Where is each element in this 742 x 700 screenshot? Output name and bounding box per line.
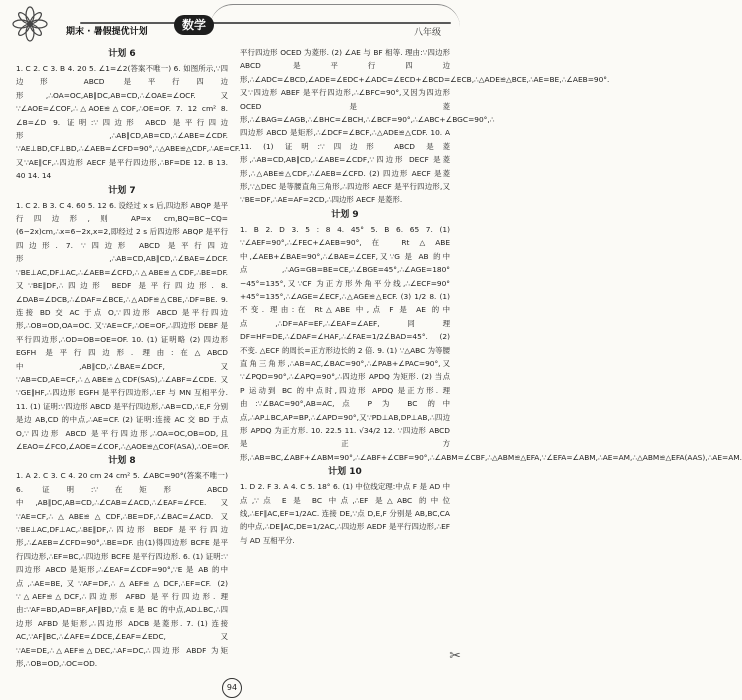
plan-heading: 计划 6 xyxy=(108,49,136,59)
answer-paragraph: 平行四边形 OCED 为菱形. (2) ∠AE 与 BF 相等. 理由:∵四边形 ABCD 是平行四边形,∴∠ADC=∠BCD,∠ADE=∠EDC+∠ADC=∠ECD+∠BCD=∠ECB,∴△ADE≌△BCE,∴AE=BE,∴∠AEB=90°. 又∵四边形 ABEF 是平行四边形,∴∠BFC=90°,又因为四边形 OCED 是菱形,∴∠BAG=∠AGB,∴∠BHC=∠BCH,∴∠BCF=90°,∴∠ABC+∠BGC=90°,∴四边形 ABCD 是矩形,∴∠DCF=∠BCF,∴△ADE≌△CDF. 10. A 11. (1) 证明:∵四边形 ABCD 是菱形,∴AB=CD,AB∥CD,∴∠ABE=∠CDF,∵四边形 DECF 是菱形,∴△ABE≌△CDF,∴∠AEB=∠CFD. (2) 四边形 AECF 是菱形,∵△DEC 是等腰直角三角形,∴四边形 AECF 是平行四边形,又∵BE=DF,∴AE=AF=2CD,∴四边形 AECF 是菱形. xyxy=(240,48,610,205)
plan-heading: 计划 10 xyxy=(328,467,362,478)
page-number: 94 xyxy=(222,678,242,698)
subject-badge: 数学 xyxy=(174,15,214,35)
answer-paragraph: 1. C 2. B 3. C 4. 60 5. 12 6. 设经过 x s 后,四边形 ABQP 是平行四边形,则 AP=x cm,BQ=BC−CQ=(6−2x)cm,∴x=6−2x,x=2,即经过 2 s 后四边形 ABQP 是平行四边形. 7. ∵四边形 ABCD 是平行四边形,∴AB=CD,AB∥CD,∴∠BAE=∠DCF. ∵BE⊥AC,DF⊥AC,∴∠AEB=∠CFD,∴△ABE≌△CDF,∴BE=DF. 又∵BE∥DF,∴四边形 BEDF 是平行四边形. 8. ∠DAB=∠DCB,∴∠DAF=∠BCE,∴△ADF≌△CBE,∴DF=BE. 9. 连接 BD 交 AC 于点 O,∵四边形 ABCD 是平行四边形,∴OB=OD,OA=OC. 又∵AE=CF,∴OE=OF,∴四边形 DEBF 是平行四边形,∴OD=OB=OE=OF. 10. (1) 证明略 (2) 四边形 EGFH 是平行四边形. 理由:在△ABCD 中,AB∥CD,∴∠BAE=∠DCF,又∵AB=CD,AE=CF,∴△ABE≌△CDF(SAS),∴∠ABF=∠CDE. 又∵GE∥HF,∴四边形 EGFH 是平行四边形,∴EF 与 MN 互相平分. 11. (1) 证明:∵四边形 ABCD 是平行四边形,∴AB=CD,∴E,F 分别是边 AB,CD 的中点,∴AE=CF. (2) 证明:连接 AC 交 BD 于点 O,∵四边形 ABCD 是平行四边形,∴OA=OC,OB=OD,且 ∠EAO=∠FCO,∠AOE=∠COF,∴△AOE≌△COF(ASA),∴OE=OF. xyxy=(16,200,230,451)
answer-paragraph: 1. C 2. C 3. B 4. 20 5. ∠1=∠2(答案不唯一) 6. 如图所示,∵四边形 ABCD 是平行四边形,∴OA=OC,AB∥DC,AB=CD,∴∠OAE=∠OCF. 又∵∠AOE=∠COF,∴△AOE≌△COF,∴OE=OF. 7. 12 cm² 8. ∠B=∠D 9. 证明:∵四边形 ABCD 是平行四边形,∴AB∥CD,AB=CD,∴∠ABE=∠CDF. ∵AE⊥BD,CF⊥BD,∴∠AEB=∠CFD=90°,∴△ABE≌△CDF,∴AE=CF. 又∵AE∥CF,∴四边形 AECF 是平行四边形,∴BF=DE 12. B 13. 40 14. 14 xyxy=(16,64,241,181)
answer-paragraph: 1. A 2. C 3. C 4. 20 cm 24 cm² 5. ∠ABC=90°(答案不唯一) 6. 证明:∵在矩形 ABCD 中,AB∥DC,AB=CD,∴∠CAB=∠ACD,∴∠EAF=∠FCE. 又∵AE=CF,∴△ABE≌△CDF,∴BE=DF,∴∠BAC=∠ACD. 又∵BE⊥AC,DF⊥AC,∴BE∥DF,∴四边形 BEDF 是平行四边形,∴∠AEB=∠CFD=90°,∴BE=DF. 由(1)得四边形 BCFE 是平行四边形,∴EF=BC,∴四边形 BCFE 是平行四边形. 6. (1) 证明:∵四边形 ABCD 是矩形,∴∠EAF=∠CDF=90°,∵E 是 AB 的中点,∴AE=BE,又∵AF=DF,∴△AEF≌△DCF,∴EF=CF. (2) ∵△AEF≌△DCF,∴四边形 AFBD 是平行四边形. 理由:∵AF=BD,AD=BF,AF∥BD,∵点 E 是 BC 的中点,AD⊥BC,∴四边形 AFBD 是矩形,∴四边形 ADCB 是菱形. 7. (1) 连接 AC,∵AF∥BC,∴∠AFE=∠DCE,∠EAF=∠EDC,又∵AE=DE,∴△AEF≌△DEC,∴AF=DC,∴四边形 ABDF 为矩形,∴OB=OD,∴OC=OD. xyxy=(16,471,228,669)
plan-heading: 计划 8 xyxy=(108,456,136,467)
left-answer-column xyxy=(16,46,241,670)
scissors-icon: ✂ xyxy=(449,648,461,664)
page-header xyxy=(0,0,465,40)
plan-heading: 计划 9 xyxy=(331,209,359,220)
grade-label: 八年级 xyxy=(413,28,441,38)
flower-logo-icon xyxy=(12,6,48,42)
plan-heading: 计划 7 xyxy=(108,185,136,196)
answer-paragraph: 1. D 2. F 3. A 4. C 5. 18° 6. (1) 中位线定理:中点 F 是 AD 中点,∵点 E 是 BC 中点,∴EF 是△ABC 的中位线,∴EF∥AC,EF=1/2AC. 连接 DE,∵点 D,E,F 分别是 AB,BC,CA 的中点,∴DE∥AC,DE=1/2AC,∴四边形 AEDF 是平行四边形,∴EF 与 AD 互相平分. xyxy=(240,482,450,545)
series-title: 期末 · 暑假提优计划 xyxy=(66,27,148,37)
right-answer-column xyxy=(240,46,742,547)
answer-paragraph: 1. B 2. D 3. 5 : 8 4. 45° 5. B 6. 65 7. (1) ∵∠AEF=90°,∴∠FEC+∠AEB=90°,在 Rt△ABE 中,∠AEB+∠BAE=90°,∴∠BAE=∠CEF,又∵G 是 AB 的中点,∴AG=GB=BE=CE,∴∠BGE=45°,∴∠AGE=180°−45°=135°,又∵CF 为正方形外角平分线,∴∠ECF=90°+45°=135°,∴∠AGE=∠ECF,∴△AGE≌△ECF. (3) 1/2 8. (1) 不变. 理由:在 Rt△ABE 中,点 F 是 AE 的中点,∴DF=AF=EF,∴∠EAF=∠AEF,同理 DF=HF=DE,∴∠DAF=∠HAF,∴∠FAE=1/2∠BAD=45°. (2) 不变. △ECF 的周长=正方形边长的 2 倍. 9. (1) ∵△ABC 为等腰直角三角形,∴AB=AC,∠BAC=90°,∴∠PAB+∠PAC=90°,又∵∠PQD=90°,∴∠APQ=90°,∴四边形 APDQ 为矩形. (2) 当点 P 运动到 BC 的中点时,四边形 APDQ 是正方形. 理由:∵∠BAC=90°,AB=AC,点 P 为 BC 的中点,∴AP⊥BC,AP=BP,∴∠APD=90°,又∵PD⊥AB,DP⊥AB,∴四边形 APDQ 为正方形. 10. 22.5 11. √34/2 12. ∵四边形 ABCD 是正方形,∴AB=BC,∠ABF+∠ABM=90°,∴∠ABF+∠CBF=90°,∴∠ABM=∠CBF,∴△ABM≌△EFA,∵∠EFA=∠ABM,∴AE=AM,∴△ABM≌△EFA(AAS),∴AE=AM. xyxy=(240,224,742,462)
